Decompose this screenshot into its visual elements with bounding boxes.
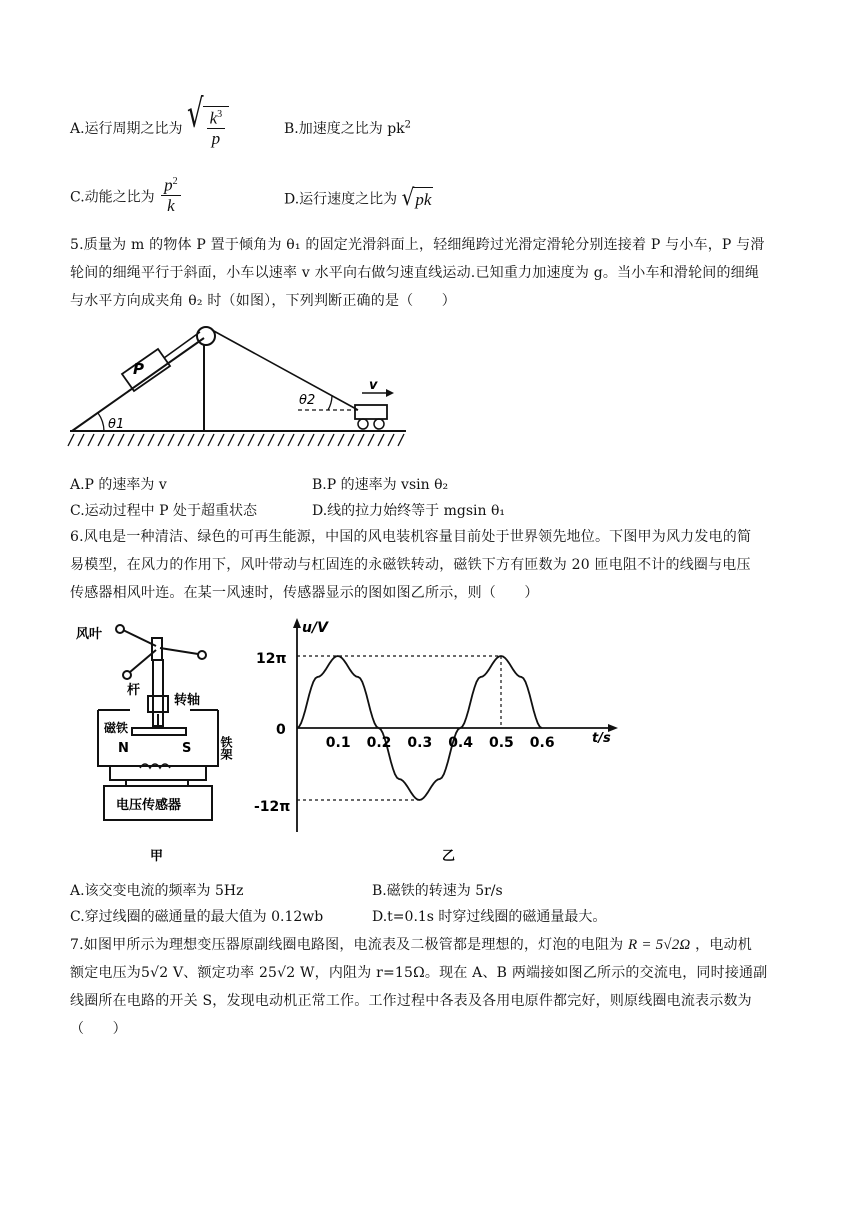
chart-xtick-label: 0.6: [529, 735, 555, 751]
q4-option-b: [284, 118, 411, 138]
q4-option-d-text: D.运行速度之比为: [284, 191, 398, 208]
chart-y-arrow: [293, 618, 301, 628]
q6-caption-yi: 乙: [442, 849, 456, 864]
q4-option-b-text: B.加速度之比为 pk: [284, 121, 405, 137]
q5-label-p: P: [133, 360, 144, 378]
chart-xtick-label: 0.4: [448, 735, 474, 751]
q6-option-b: B.磁铁的转速为 5r/s: [372, 883, 503, 899]
q6-caption-jia: 甲: [150, 849, 164, 864]
q6-label-sensor: 电压传感器: [116, 798, 182, 813]
chart-ytick-neg: -12π: [254, 799, 291, 815]
q5-line-2: 轮间的细绳平行于斜面，小车以速率 v 水平向右做匀速直线运动.已知重力加速度为 g。当小车和滑轮间的细绳: [70, 265, 760, 281]
q6-option-a: A.该交变电流的频率为 5Hz: [70, 883, 244, 899]
q4-d-rad: pk: [413, 187, 433, 210]
chart-y-label: u/V: [302, 620, 328, 636]
q7-line-1-b: ，电动机: [695, 937, 752, 953]
q7-line-1-a: 7.如图甲所示为理想变压器原副线圈电路图，电流表及二极管都是理想的，灯泡的电阻为: [70, 937, 624, 953]
q6-figure-jia: [70, 616, 250, 866]
q5-option-b: B.P 的速率为 vsin θ₂: [312, 477, 449, 493]
q4-a-num: k: [209, 108, 218, 128]
q6-line-1: 6.风电是一种清洁、绿色的可再生能源，中国的风电装机容量目前处于世界领先地位。下图甲为风力发电的简: [70, 529, 752, 545]
q4-option-d: [284, 182, 433, 211]
q4-c-num: p: [164, 175, 173, 195]
q7-line-2: 额定电压为5√2 V、额定功率 25√2 W，内阻为 r=15Ω。现在 A、B 两端接如图乙所示的交流电，同时接通副: [70, 965, 768, 981]
q6-label-tiejia: 铁架: [219, 736, 233, 760]
q4-option-c-text: C.动能之比为: [70, 189, 155, 206]
q4-a-exp: 3: [217, 109, 223, 120]
chart-xtick-label: 0.5: [489, 735, 514, 751]
q6-label-gan: 杆: [127, 683, 141, 698]
q5-option-a: A.P 的速率为 v: [70, 477, 167, 493]
q6-label-citie: 磁铁: [104, 721, 129, 735]
q5-label-theta1: θ1: [108, 417, 125, 432]
chart-xtick-label: 0.2: [366, 735, 392, 751]
q6-voltage-chart: [254, 616, 624, 866]
q5-incline-figure: [66, 318, 412, 458]
q7-line-1: [70, 934, 752, 954]
q4-option-c: [70, 176, 183, 217]
chart-xtick-label: 0.1: [325, 735, 351, 751]
chart-ytick-pos: 12π: [256, 651, 287, 667]
q6-option-c: C.穿过线圈的磁通量的最大值为 0.12wb: [70, 909, 324, 925]
q5-line-3: 与水平方向成夹角 θ₂ 时（如图），下列判断正确的是（ ）: [70, 293, 456, 309]
q4-c-den: k: [167, 196, 175, 216]
q4-option-c-formula: [161, 176, 181, 217]
q6-line-2: 易模型，在风力的作用下，风叶带动与杠固连的永磁铁转动，磁铁下方有匝数为 20 匝电阻不计的线圈与电压: [70, 557, 751, 573]
q6-label-s: S: [182, 741, 192, 756]
q7-formula-r: R = 5√2Ω: [628, 937, 691, 953]
q4-option-a: [70, 92, 229, 150]
q6-label-zhuanzhou: 转轴: [174, 693, 201, 708]
q6-option-d: D.t=0.1s 时穿过线圈的磁通量最大。: [372, 909, 607, 925]
q5-option-d: D.线的拉力始终等于 mgsin θ₁: [312, 503, 506, 519]
q4-b-exp: 2: [404, 119, 412, 131]
chart-origin: 0: [276, 722, 286, 738]
q4-option-a-text: A.运行周期之比为: [70, 120, 183, 137]
q5-label-v: v: [369, 378, 378, 393]
q6-line-3: 传感器相风叶连。在某一风速时，传感器显示的图如图乙所示，则（ ）: [70, 585, 539, 601]
q4-c-exp: 2: [172, 176, 178, 187]
q5-option-c: C.运动过程中 P 处于超重状态: [70, 503, 257, 519]
q7-line-3: 线圈所在电路的开关 S，发现电动机正常工作。工作过程中各表及各用电原件都完好，则原线圈电流表示数为: [70, 993, 752, 1009]
q7-line-4: （ ）: [70, 1021, 127, 1037]
q4-option-d-formula: √ pk: [401, 182, 432, 211]
chart-xtick-label: 0.3: [407, 735, 433, 751]
q5-line-1: 5.质量为 m 的物体 P 置于倾角为 θ₁ 的固定光滑斜面上，轻细绳跨过光滑定滑轮分别连接着 P 与小车，P 与滑: [70, 237, 765, 253]
q4-option-a-formula: √ $\frac{k^3}{p}$: [187, 106, 229, 150]
q4-a-den: p: [211, 129, 221, 149]
q5-label-theta2: θ2: [299, 393, 316, 408]
chart-x-label: t/s: [592, 731, 611, 746]
q6-label-fengye: 风叶: [76, 627, 103, 642]
q6-label-n: N: [118, 741, 129, 756]
